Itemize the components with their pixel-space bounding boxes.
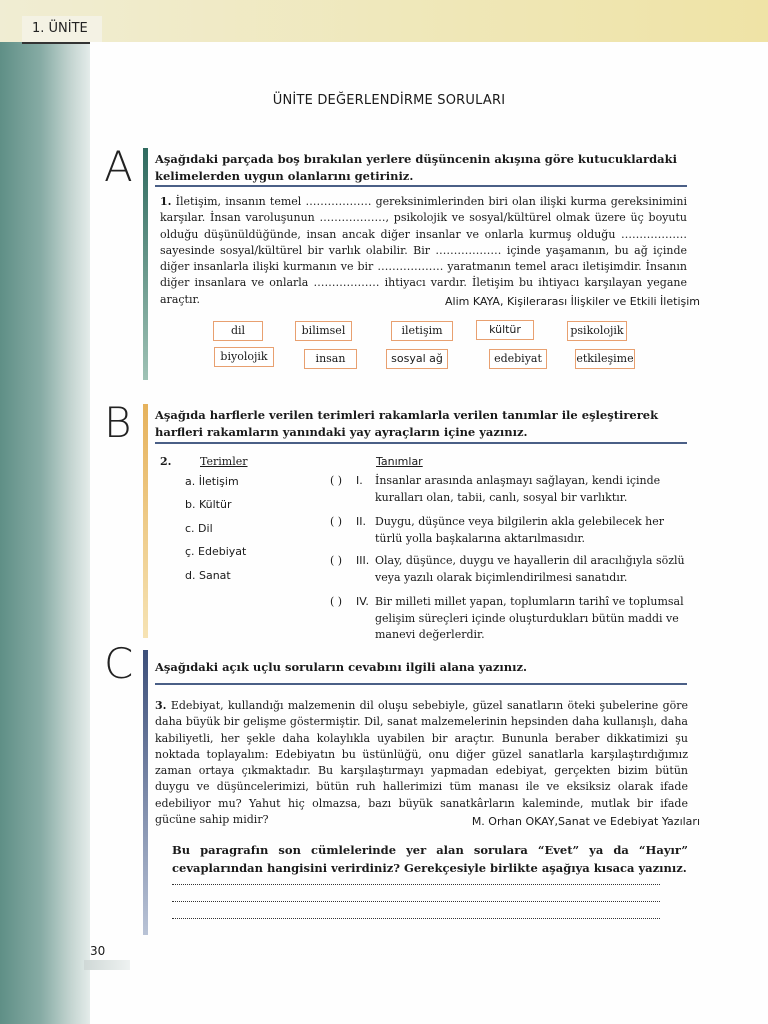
- definition-text: Duygu, düşünce veya bilgilerin akla gelebilecek her türlü yolla başkalarına aktarılmasıdır.: [375, 515, 665, 545]
- word-box: etkileşime: [575, 349, 635, 369]
- section-a-source: Alim KAYA, Kişilerarası İlişkiler ve Etkili İletişim: [445, 295, 700, 308]
- answer-line[interactable]: [172, 900, 660, 902]
- section-a-letter: A: [104, 142, 133, 191]
- page-number-bar: [84, 960, 130, 970]
- definition-number: II.: [356, 515, 366, 528]
- definitions-header: Tanımlar: [376, 455, 423, 468]
- word-box: biyolojik: [214, 347, 274, 367]
- section-c-letter: C: [104, 639, 134, 688]
- definition-number: I.: [356, 474, 363, 487]
- page-number: 30: [90, 944, 106, 958]
- term-item: ç. Edebiyat: [185, 545, 247, 558]
- section-c-divider: [155, 683, 687, 685]
- answer-line[interactable]: [172, 917, 660, 919]
- word-box: sosyal ağ: [386, 349, 448, 369]
- top-band: [0, 0, 768, 42]
- answer-parens[interactable]: ( ): [330, 515, 343, 528]
- definition-number: III.: [356, 554, 370, 567]
- section-c-source: M. Orhan OKAY,Sanat ve Edebiyat Yazıları: [471, 815, 700, 828]
- paragraph-text: Edebiyat, kullandığı malzemenin dil oluşu sebebiyle, güzel sanatların öteki şubelerine göre daha büyük bir gelişme göstermiştir. Dil, sanat malzemelerinin hepsinden daha kullanışlı, daha kabiliyetli, her şekle daha kolaylıkla uyabilen bir araçtır. Bununla beraber dikkatimizi şu noktada toplayalım: Edebiyatın bu üstünlüğü, onu diğer güzel sanatlarla karşılaştırdığımız zaman ortaya çıkmaktadır. Bu karşılaştırmayı yapmadan edebiyat, gerçekten bizim bütün duygu ve düşüncelerimizi, bütün ruh hallerimizi tüm manası ile ve eksiksiz olarak ifade edebiliyor mu? Yahut hiç olmazsa, bazı büyük sanatkârların kaleminde, mutlak bir ifade gücüne sahip midir?: [155, 699, 689, 827]
- question-number: 2.: [160, 455, 172, 468]
- section-b-letter: B: [104, 398, 132, 447]
- section-a-paragraph: [160, 194, 687, 308]
- section-c-question: Bu paragrafın son cümlelerinde yer alan sorulara “Evet” ya da “Hayır” cevaplarından hangisini verirdiniz? Gerekçesiyle birlikte aşağıya kısaca yazınız.: [172, 843, 688, 875]
- terms-header: Terimler: [200, 455, 248, 468]
- question-number: 3.: [155, 699, 167, 712]
- word-box: bilimsel: [295, 321, 352, 341]
- term-item: d. Sanat: [185, 569, 231, 582]
- section-b-divider: [155, 442, 687, 444]
- definition-text: Olay, düşünce, duygu ve hayallerin dil aracılığıyla sözlü veya yazılı olarak biçimlendirilmesi sanatıdır.: [375, 554, 685, 584]
- section-b-instruction: Aşağıda harflerle verilen terimleri rakamlarla verilen tanımlar ile eşleştirerek harfleri rakamların yanındaki yay ayraçların içine yazınız.: [155, 408, 659, 439]
- section-c-bar: [143, 650, 148, 935]
- paragraph-text: İletişim, insanın temel ……………… gereksinimlerinden biri olan ilişki kurma gereksinimini karşılar. İnsan varoluşunun ………………, psikolojik ve sosyal/kültürel olmak üzere üç boyutu olduğu düşünüldüğünde, insan ancak diğer insanlar ve onlarla kurmuş olduğu ……………… sayesinde sosyal/kültürel bir varlık olabilir. Bir ……………… içinde yaşamanın, bu ağ içinde diğer insanlarla ilişki kurmanın ve bir ……………… yaratmanın temel aracı iletişimdir. İnsanın diğer insanlara ve onlarla ……………… ihtiyacı vardır. İletişim bu ihtiyacı karşılayan yegane araçtır.: [160, 195, 687, 306]
- answer-parens[interactable]: ( ): [330, 554, 343, 567]
- term-item: b. Kültür: [185, 498, 232, 511]
- sidebar-band: [0, 0, 90, 1024]
- definition-number: IV.: [356, 595, 369, 608]
- section-a-instruction: Aşağıdaki parçada boş bırakılan yerlere düşüncenin akışına göre kutucuklardaki kelimelerden uygun olanlarını getiriniz.: [155, 152, 677, 183]
- definition-text: Bir milleti millet yapan, toplumların tarihî ve toplumsal gelişim süreçleri içinde oluşturdukları bütün maddi ve manevi değerlerdir.: [375, 595, 684, 641]
- section-a-bar: [143, 148, 148, 380]
- word-box: psikolojik: [567, 321, 627, 341]
- word-box: iletişim: [391, 321, 453, 341]
- word-box: insan: [304, 349, 357, 369]
- word-box: edebiyat: [489, 349, 547, 369]
- question-number: 1.: [160, 195, 172, 208]
- unit-label: 1. ÜNİTE: [22, 16, 102, 42]
- section-c-paragraph: [155, 698, 688, 828]
- word-box: kültür: [476, 320, 534, 340]
- term-item: c. Dil: [185, 522, 213, 535]
- section-b-bar: [143, 404, 148, 638]
- term-item: a. İletişim: [185, 475, 239, 488]
- answer-parens[interactable]: ( ): [330, 595, 343, 608]
- answer-line[interactable]: [172, 883, 660, 885]
- page-title: ÜNİTE DEĞERLENDİRME SORULARI: [272, 93, 506, 108]
- section-c-instruction: Aşağıdaki açık uçlu soruların cevabını ilgili alana yazınız.: [155, 660, 528, 674]
- definition-text: İnsanlar arasında anlaşmayı sağlayan, kendi içinde kuralları olan, tabii, canlı, sosyal bir varlıktır.: [375, 474, 661, 504]
- unit-underline: [22, 42, 90, 44]
- answer-parens[interactable]: ( ): [330, 474, 343, 487]
- word-box: dil: [213, 321, 263, 341]
- section-a-divider: [155, 185, 687, 187]
